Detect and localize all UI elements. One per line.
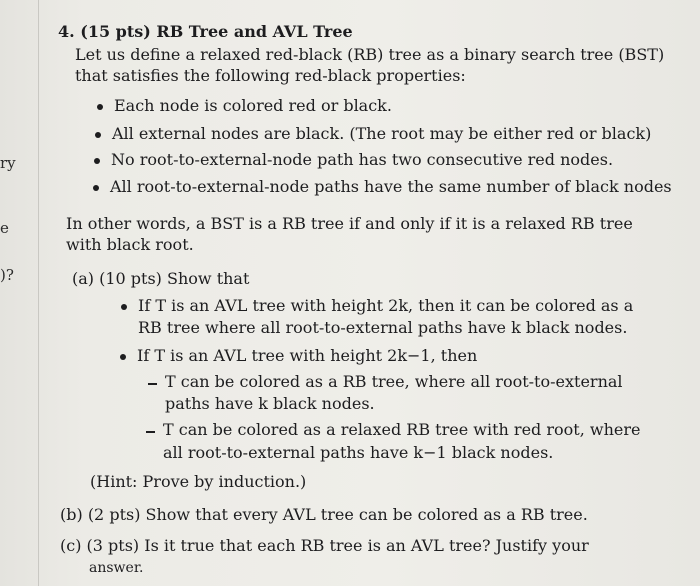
part-c-line-1: (c) (3 pts) Is it true that each RB tree is an AVL tree? Justify your [60, 536, 589, 555]
bullet-icon [94, 158, 100, 164]
part-a-sub-2-line-2: all root-to-external paths have k−1 black nodes. [163, 443, 554, 462]
property-item: All external nodes are black. (The root may be either red or black) [112, 124, 652, 143]
other-words-line-2: with black root. [66, 235, 194, 254]
part-a-heading: (a) (10 pts) Show that [72, 269, 250, 288]
intro-line-1: Let us define a relaxed red-black (RB) tree as a binary search tree (BST) [75, 45, 665, 64]
part-a-hint: (Hint: Prove by induction.) [90, 472, 307, 491]
margin-fragment: e [0, 219, 9, 237]
dash-icon [148, 383, 157, 385]
part-a-sub-1-line-1: T can be colored as a RB tree, where all root-to-external [165, 372, 623, 391]
margin-fragment: ry [0, 154, 16, 172]
bullet-icon [121, 304, 127, 310]
property-item: Each node is colored red or black. [114, 96, 392, 115]
part-b: (b) (2 pts) Show that every AVL tree can be colored as a RB tree. [60, 505, 588, 524]
part-a-bullet-1-line-1: If T is an AVL tree with height 2k, then it can be colored as a [138, 296, 634, 315]
intro-line-2: that satisfies the following red-black properties: [75, 66, 466, 85]
dash-icon [146, 431, 155, 433]
margin-line [38, 0, 39, 586]
bullet-icon [97, 104, 103, 110]
part-a-sub-2-line-1: T can be colored as a relaxed RB tree with red root, where [163, 420, 641, 439]
property-item: All root-to-external-node paths have the same number of black nodes [110, 177, 672, 196]
part-a-bullet-1-line-2: RB tree where all root-to-external paths have k black nodes. [138, 318, 628, 337]
problem-title: 4. (15 pts) RB Tree and AVL Tree [58, 22, 353, 41]
part-a-sub-1-line-2: paths have k black nodes. [165, 394, 375, 413]
property-item: No root-to-external-node path has two consecutive red nodes. [111, 150, 614, 169]
part-a-bullet-2: If T is an AVL tree with height 2k−1, then [137, 346, 478, 365]
margin-fragment: )? [0, 266, 14, 284]
bullet-icon [93, 185, 99, 191]
bullet-icon [95, 132, 101, 138]
part-c-line-2: answer. [89, 560, 144, 576]
other-words-line-1: In other words, a BST is a RB tree if and only if it is a relaxed RB tree [66, 214, 633, 233]
bullet-icon [120, 354, 126, 360]
